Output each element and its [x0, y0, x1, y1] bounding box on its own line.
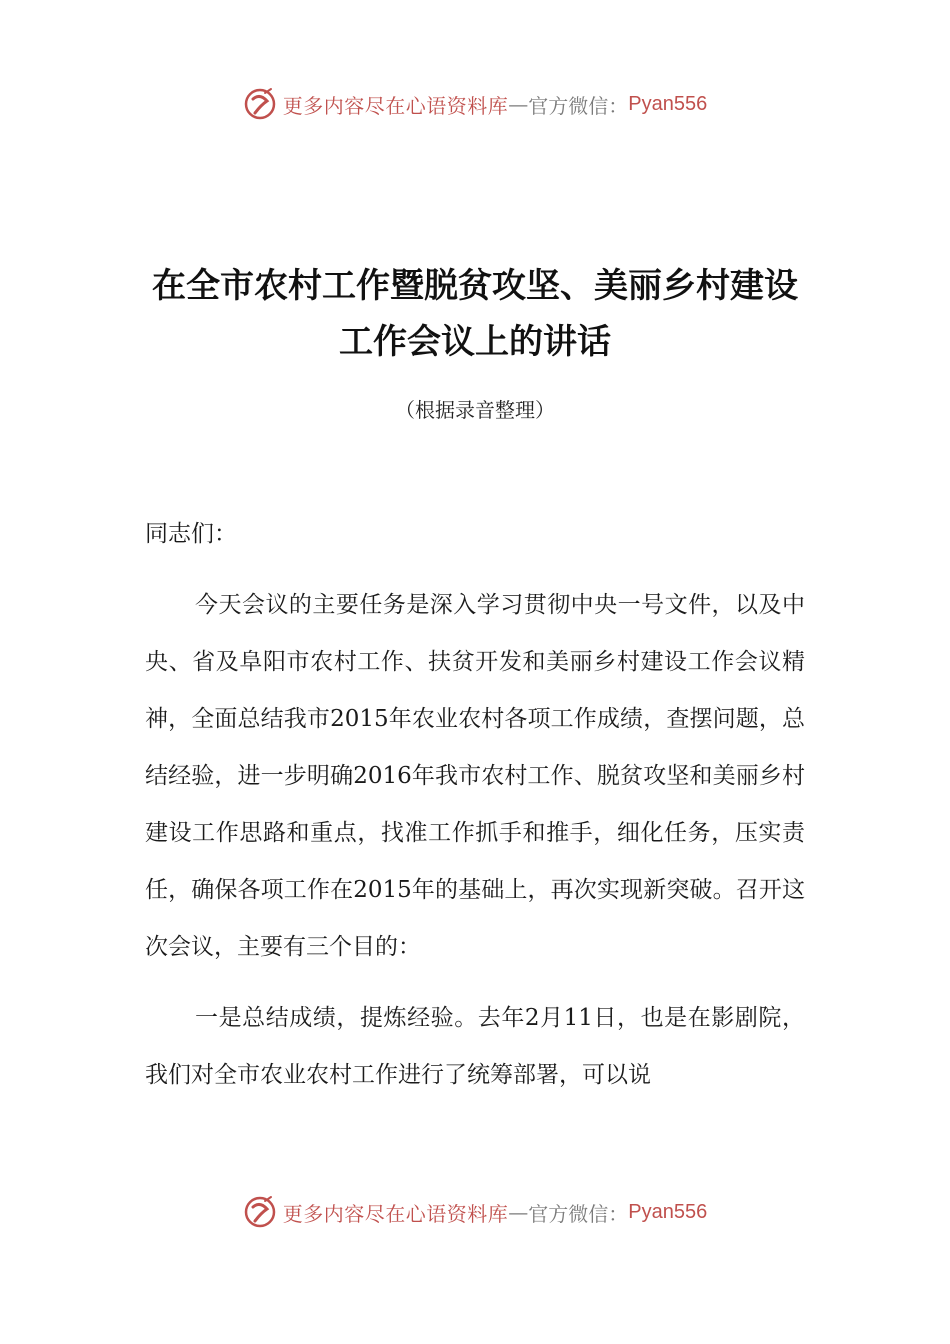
- document-subtitle: （根据录音整理）: [395, 398, 555, 422]
- banner-site-text: 更多内容尽在心语资料库: [282, 1201, 509, 1226]
- paragraph: 一是总结成绩，提炼经验。去年2月11日，也是在影剧院，我们对全市农业农村工作进行了统筹部署，可以说: [145, 1005, 805, 1088]
- paragraph: 今天会议的主要任务是深入学习贯彻中央一号文件，以及中央、省及阜阳市农村工作、扶贫开发和美丽乡村建设工作会议精神，全面总结我市2015年农业农村各项工作成绩，查摆问题，总结经验，进一步明确2016年我市农村工作、脱贫攻坚和美丽乡村建设工作思路和重点，找准工作抓手和推手，细化任务，压实责任，确保各项工作在2015年的基础上，再次实现新突破。召开这次会议，主要有三个目的：: [145, 592, 805, 960]
- banner-separator: —: [508, 1200, 529, 1224]
- document-title: 在全市农村工作暨脱贫攻坚、美丽乡村建设工作会议上的讲话: [152, 266, 798, 362]
- banner-wechat-label: 官方微信：: [528, 1201, 629, 1226]
- banner-wechat-id: Pyan556: [628, 1200, 708, 1223]
- salutation: 同志们：: [145, 521, 237, 547]
- banner-wechat-id: Pyan556: [628, 92, 708, 115]
- header-banner: [0, 84, 950, 124]
- heart-pen-logo-icon: [243, 1195, 277, 1229]
- banner-wechat-label: 官方微信：: [528, 93, 629, 118]
- banner-site-text: 更多内容尽在心语资料库: [282, 93, 509, 118]
- footer-banner: [0, 1192, 950, 1232]
- heart-pen-logo-icon: [243, 87, 277, 121]
- document-body: [145, 506, 805, 1118]
- banner-separator: —: [508, 92, 529, 116]
